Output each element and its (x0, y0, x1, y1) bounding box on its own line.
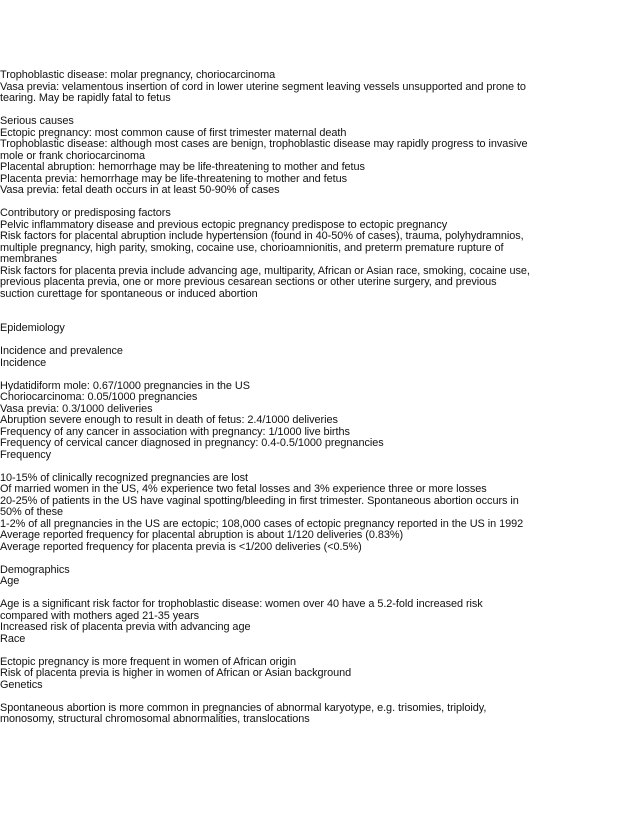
text-line: Pelvic inflammatory disease and previous ectopic pregnancy predispose to ectopic pregnancy (0, 218, 448, 231)
section-heading: Contributory or predisposing factors (0, 207, 171, 219)
text-line: Vasa previa: velamentous insertion of cord in lower uterine segment leaving vessels unsupported and prone to tearing. May be rapidly fatal to fetus (0, 80, 529, 104)
document-page (0, 69, 533, 737)
text-line: Hydatidiform mole: 0.67/1000 pregnancies in the US (0, 379, 250, 392)
text-line: Frequency of cervical cancer diagnosed in pregnancy: 0.4-0.5/1000 pregnancies (0, 437, 384, 449)
epidemiology-section (0, 323, 530, 335)
demographics-heading-section (0, 565, 530, 588)
incidence-heading-section (0, 346, 530, 369)
serious-causes-section (0, 116, 530, 197)
text-line: Placental abruption: hemorrhage may be life-threatening to mother and fetus (0, 161, 365, 173)
text-line: Spontaneous abortion is more common in pregnancies of abnormal karyotype, e.g. trisomies, triploidy, monosomy, structural chromosomal abnormalities, translocations (0, 701, 490, 725)
section-heading: Incidence and prevalence (0, 345, 123, 357)
causes-continued-section (0, 70, 530, 105)
text-line: Trophoblastic disease: although most cases are benign, trophoblastic disease may rapidly progress to invasive mole or frank choriocarcinoma (0, 138, 531, 162)
age-section (0, 599, 530, 645)
text-line: Risk factors for placenta previa include advancing age, multiparity, African or Asian race, smoking, cocaine use, previous placenta previa, one or more previous cesarean sections or other uterine surgery, and previous suction curettage for spontaneous or induced abortion (0, 264, 533, 300)
text-line: Average reported frequency for placental abruption is about 1/120 deliveries (0.83%) (0, 529, 404, 541)
text-line: Frequency of any cancer in association with pregnancy: 1/1000 live births (0, 425, 350, 438)
section-heading: Demographics (0, 563, 70, 576)
text-line: Of married women in the US, 4% experience two fetal losses and 3% experience three or more losses (0, 483, 487, 495)
text-line: Ectopic pregnancy is more frequent in women of African origin (0, 655, 296, 668)
text-line: Increased risk of placenta previa with advancing age (0, 621, 251, 633)
subsection-heading: Frequency (0, 448, 52, 461)
section-heading: Serious causes (0, 115, 74, 127)
text-line: Vasa previa: 0.3/1000 deliveries (0, 402, 153, 415)
text-line: 1-2% of all pregnancies in the US are ectopic; 108,000 cases of ectopic pregnancy reported in the US in 1992 (0, 517, 524, 530)
subsection-heading: Incidence (0, 356, 47, 369)
text-line: 20-25% of patients in the US have vaginal spotting/bleeding in first trimester. Spontaneous abortion occurs in 50% of these (0, 494, 522, 518)
text-line: 10-15% of clinically recognized pregnancies are lost (0, 471, 249, 484)
section-heading: Epidemiology (0, 322, 65, 334)
incidence-section (0, 381, 530, 462)
contributory-factors-section (0, 207, 533, 300)
genetics-section (0, 703, 530, 726)
text-line: Placenta previa: hemorrhage may be life-threatening to mother and fetus (0, 172, 347, 185)
text-line: Ectopic pregnancy: most common cause of first trimester maternal death (0, 126, 347, 139)
text-line: Vasa previa: fetal death occurs in at least 50-90% of cases (0, 184, 280, 196)
text-line: Abruption severe enough to result in death of fetus: 2.4/1000 deliveries (0, 414, 338, 426)
text-line: Age is a significant risk factor for trophoblastic disease: women over 40 have a 5.2-fold increased risk compared with mothers aged 21-35 years (0, 598, 486, 622)
text-line: Risk factors for placental abruption include hypertension (found in 40-50% of cases), trauma, polyhydramnios, multiple pregnancy, high parity, smoking, cocaine use, chorioamnionitis, and preterm premature rupture of membranes (0, 230, 527, 265)
frequency-section (0, 473, 530, 554)
race-section (0, 657, 530, 692)
subsection-heading: Age (0, 575, 20, 587)
spacer (0, 312, 530, 324)
text-line: Risk of placenta previa is higher in women of African or Asian background (0, 667, 352, 679)
text-line: Average reported frequency for placenta previa is <1/200 deliveries (<0.5%) (0, 540, 362, 553)
subsection-heading: Race (0, 632, 26, 645)
text-line: Choriocarcinoma: 0.05/1000 pregnancies (0, 391, 198, 403)
subsection-heading: Genetics (0, 678, 43, 691)
text-line: Trophoblastic disease: molar pregnancy, choriocarcinoma (0, 69, 276, 81)
